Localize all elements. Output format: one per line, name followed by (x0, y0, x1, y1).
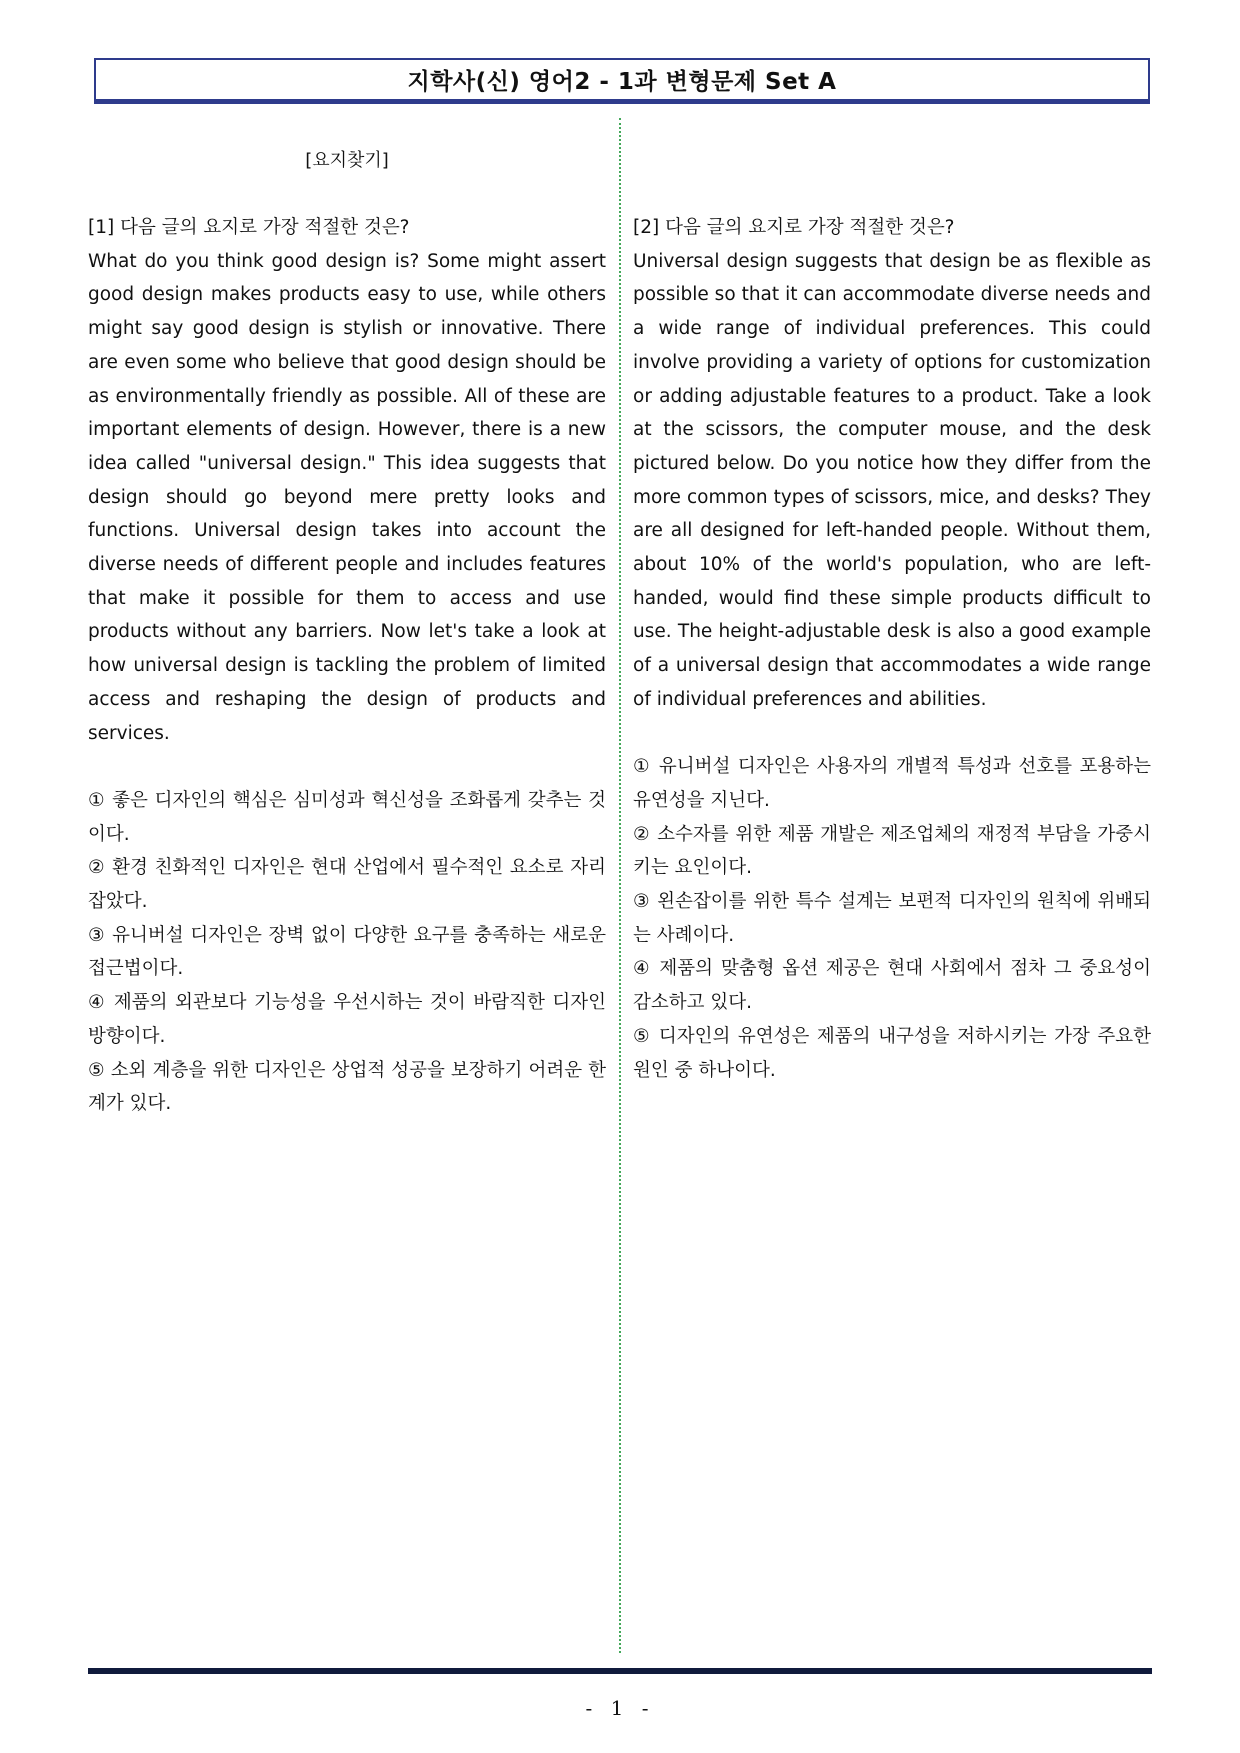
question-2 (633, 211, 1151, 1087)
question-1-option-5[interactable]: ⑤ 소외 계층을 위한 디자인은 상업적 성공을 보장하기 어려운 한계가 있다. (88, 1059, 606, 1115)
footer-rule (88, 1668, 1152, 1674)
question-2-options (633, 750, 1151, 1087)
question-2-option-2[interactable]: ② 소수자를 위한 제품 개발은 제조업체의 재정적 부담을 가중시키는 요인이다. (633, 823, 1151, 879)
question-1-head: [1] 다음 글의 요지로 가장 적절한 것은? (88, 217, 410, 238)
page-title: 지학사(신) 영어2 - 1과 변형문제 Set A (407, 69, 837, 95)
question-1-gap (88, 750, 606, 784)
section-label: [요지찾기] (305, 150, 389, 171)
question-1-passage: What do you think good design is? Some might assert good design makes products easy to use, while others might say good design is stylish or innovative. There are even some who believe that good design should be as environmentally friendly as possible. All of these are important elements of design. However, there is a new idea called "universal design." This idea suggests that design should go beyond mere pretty looks and functions. Universal design takes into account the diverse needs of different people and includes features that make it possible for them to access and use products without any barriers. Now let's take a look at how universal design is tackling the problem of limited access and reshaping the design of products and services. (88, 250, 606, 744)
question-1-option-1[interactable]: ① 좋은 디자인의 핵심은 심미성과 혁신성을 조화롭게 갖추는 것이다. (88, 789, 606, 845)
question-1-option-2[interactable]: ② 환경 친화적인 디자인은 현대 산업에서 필수적인 요소로 자리 잡았다. (88, 857, 606, 913)
question-1 (88, 211, 606, 1121)
question-2-head: [2] 다음 글의 요지로 가장 적절한 것은? (633, 217, 955, 238)
question-1-options (88, 784, 606, 1121)
question-1-option-3[interactable]: ③ 유니버설 디자인은 장벽 없이 다양한 요구를 충족하는 새로운 접근법이다. (88, 924, 606, 980)
question-1-option-4[interactable]: ④ 제품의 외관보다 기능성을 우선시하는 것이 바람직한 디자인 방향이다. (88, 992, 606, 1047)
page-number: - 1 - (585, 1696, 655, 1720)
question-2-passage: Universal design suggests that design be as flexible as possible so that it can accommodate diverse needs and a wide range of individual preferences. This could involve providing a variety of options for customization or adding adjustable features to a product. Take a look at the scissors, the computer mouse, and the desk pictured below. Do you notice how they differ from the more common types of scissors, mice, and desks? They are all designed for left-handed people. Without them, about 10% of the world's population, who are left-handed, would find these simple products difficult to use. The height-adjustable desk is also a good example of a universal design that accommodates a wide range of individual preferences and abilities. (633, 250, 1151, 710)
column-divider (619, 118, 621, 1653)
question-2-option-1[interactable]: ① 유니버설 디자인은 사용자의 개별적 특성과 선호를 포용하는 유연성을 지닌다. (633, 756, 1151, 811)
page-title-box (94, 58, 1150, 104)
question-2-option-4[interactable]: ④ 제품의 맞춤형 옵션 제공은 현대 사회에서 점차 그 중요성이 감소하고 있다. (633, 958, 1151, 1014)
question-2-option-5[interactable]: ⑤ 디자인의 유연성은 제품의 내구성을 저하시키는 가장 주요한 원인 중 하나이다. (633, 1025, 1151, 1081)
question-2-gap (633, 717, 1151, 751)
question-2-option-3[interactable]: ③ 왼손잡이를 위한 특수 설계는 보편적 디자인의 원칙에 위배되는 사례이다. (633, 891, 1151, 946)
